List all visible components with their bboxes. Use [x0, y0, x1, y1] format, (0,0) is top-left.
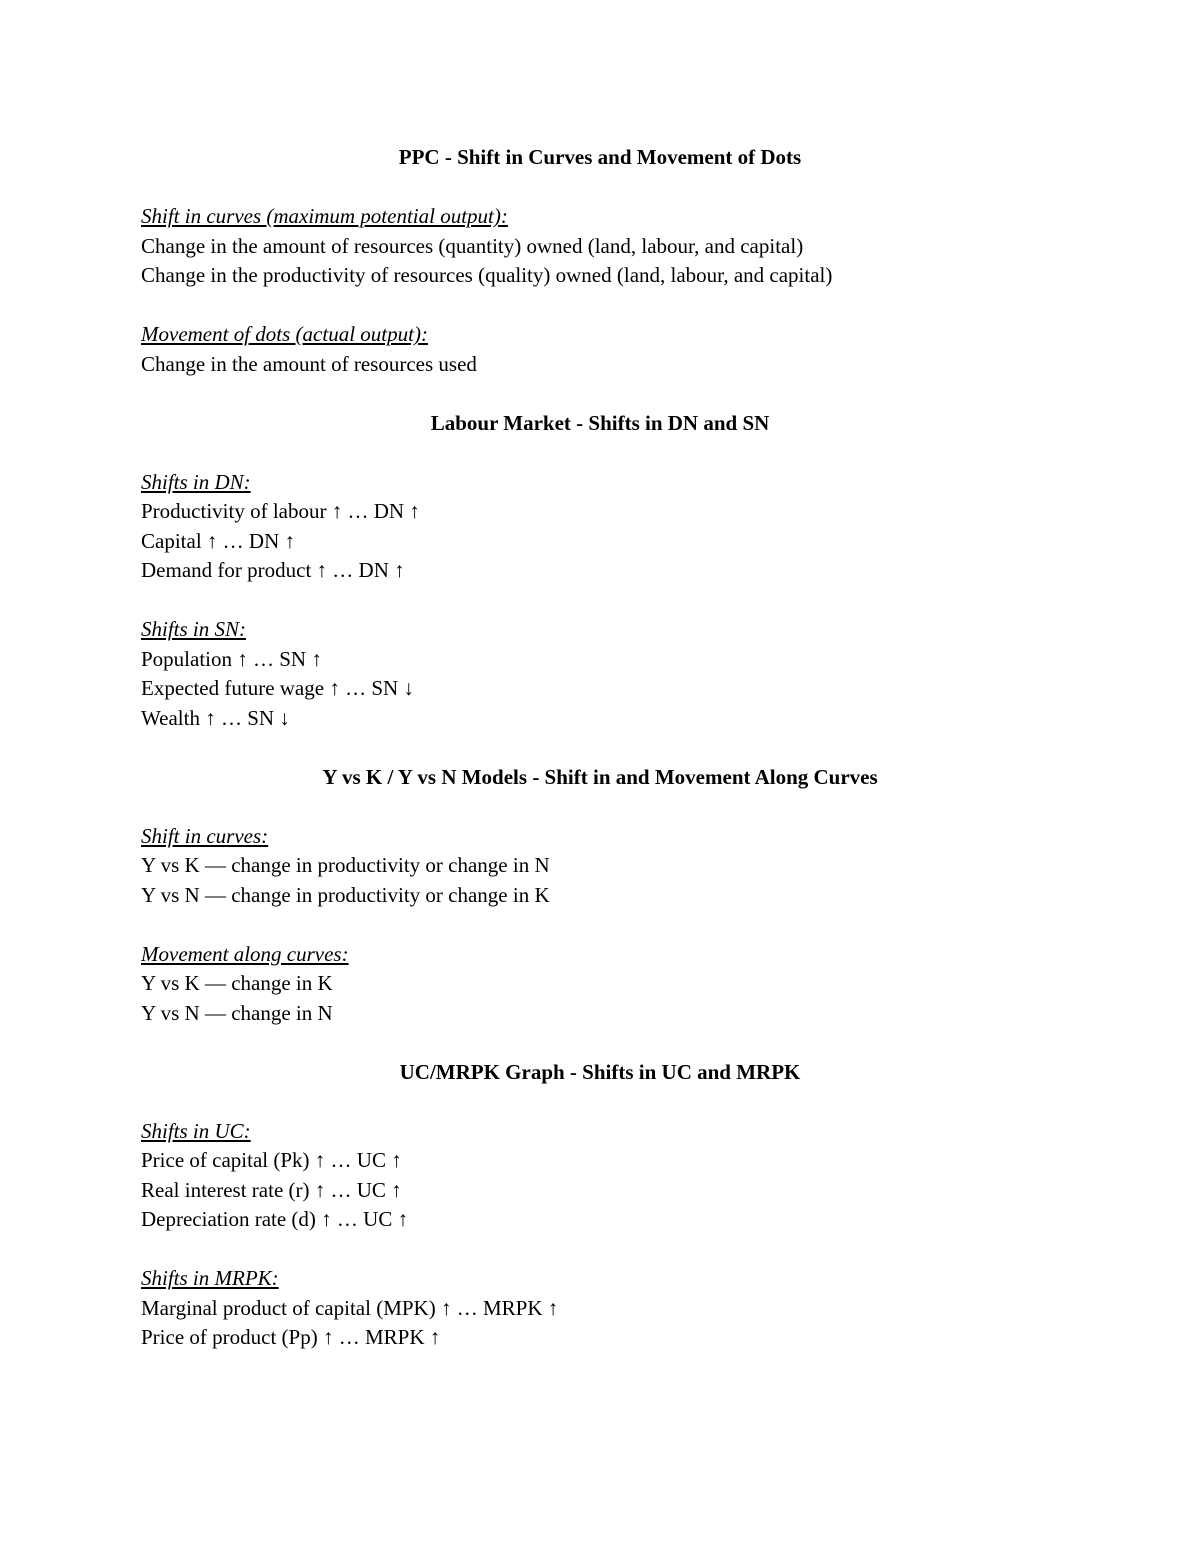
- text-line: Expected future wage ↑ … SN ↓: [141, 676, 414, 700]
- subtitle-shifts-in-mrpk: Shifts in MRPK:: [141, 1266, 279, 1290]
- spacer: [141, 291, 1059, 321]
- spacer: [141, 733, 1059, 763]
- text-line: Y vs K — change in productivity or change in N: [141, 853, 550, 877]
- text-line: Marginal product of capital (MPK) ↑ … MRPK ↑: [141, 1295, 559, 1320]
- subtitle-shift-in-curves-models: Shift in curves:: [141, 823, 269, 848]
- text-line: Population ↑ … SN ↑: [141, 646, 322, 671]
- subtitle-shifts-in-sn: Shifts in SN:: [141, 617, 247, 641]
- spacer: [141, 1235, 1059, 1265]
- text-line: Change in the amount of resources (quantity) owned (land, labour, and capital): [141, 233, 804, 258]
- text-line: Demand for product ↑ … DN ↑: [141, 558, 405, 582]
- spacer: [141, 438, 1059, 468]
- text-line: Wealth ↑ … SN ↓: [141, 705, 290, 730]
- text-line: Depreciation rate (d) ↑ … UC ↑: [141, 1207, 409, 1231]
- text-line: Price of product (Pp) ↑ … MRPK ↑: [141, 1325, 441, 1349]
- spacer: [141, 792, 1059, 822]
- text-line: Price of capital (Pk) ↑ … UC ↑: [141, 1148, 402, 1172]
- spacer: [141, 379, 1059, 409]
- text-line: Change in the amount of resources used: [141, 351, 477, 376]
- section-title-yk-yn-models: Y vs K / Y vs N Models - Shift in and Movement Along Curves: [322, 764, 878, 789]
- text-line: Real interest rate (r) ↑ … UC ↑: [141, 1177, 402, 1202]
- spacer: [141, 910, 1059, 940]
- document-content: [141, 143, 1059, 1353]
- subtitle-shift-in-curves: Shift in curves (maximum potential output):: [141, 204, 508, 228]
- subtitle-movement-along-curves: Movement along curves:: [141, 941, 349, 966]
- text-line: Productivity of labour ↑ … DN ↑: [141, 499, 420, 523]
- section-title-ppc: PPC - Shift in Curves and Movement of Dots: [398, 145, 802, 169]
- text-line: Y vs N — change in N: [141, 1000, 333, 1025]
- text-line: Change in the productivity of resources (quality) owned (land, labour, and capital): [141, 263, 833, 287]
- subtitle-movement-of-dots: Movement of dots (actual output):: [141, 322, 428, 346]
- text-line: Y vs K — change in K: [141, 971, 333, 995]
- spacer: [141, 586, 1059, 616]
- section-title-uc-mrpk: UC/MRPK Graph - Shifts in UC and MRPK: [399, 1059, 801, 1084]
- text-line: Capital ↑ … DN ↑: [141, 528, 295, 553]
- text-line: Y vs N — change in productivity or change in K: [141, 882, 550, 907]
- spacer: [141, 173, 1059, 203]
- subtitle-shifts-in-dn: Shifts in DN:: [141, 469, 251, 494]
- spacer: [141, 1028, 1059, 1058]
- section-title-labour-market: Labour Market - Shifts in DN and SN: [430, 410, 770, 435]
- spacer: [141, 1087, 1059, 1117]
- subtitle-shifts-in-uc: Shifts in UC:: [141, 1118, 251, 1143]
